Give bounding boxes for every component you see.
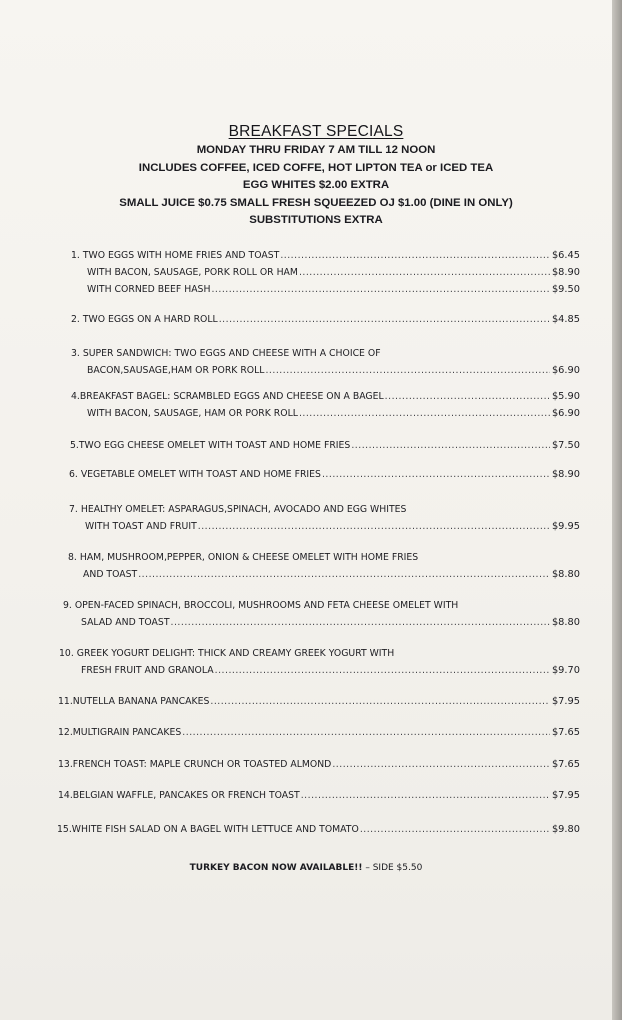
menu-item-price: $8.90 bbox=[551, 469, 580, 480]
menu-item-text: 2. TWO EGGS ON A HARD ROLL bbox=[71, 314, 218, 325]
dot-leader bbox=[351, 437, 550, 454]
dot-leader bbox=[219, 311, 550, 328]
menu-item-line bbox=[55, 437, 580, 454]
dot-leader bbox=[301, 787, 550, 804]
menu-item-text: 3. SUPER SANDWICH: TWO EGGS AND CHEESE WITH A CHOICE OF bbox=[71, 348, 381, 359]
dot-leader bbox=[299, 405, 550, 422]
menu-item-subline bbox=[55, 566, 580, 583]
menu-item-text: 8. HAM, MUSHROOM,PEPPER, ONION & CHEESE OMELET WITH HOME FRIES bbox=[68, 552, 419, 563]
dot-leader bbox=[138, 566, 550, 583]
menu-item-text: 7. HEALTHY OMELET: ASPARAGUS,SPINACH, AVOCADO AND EGG WHITES bbox=[69, 504, 407, 515]
menu-item-line bbox=[55, 724, 580, 741]
header-line-substitutions: SUBSTITUTIONS EXTRA bbox=[249, 214, 383, 226]
menu-item-price: $9.80 bbox=[551, 824, 580, 835]
header-line-hours: MONDAY THRU FRIDAY 7 AM TILL 12 NOON bbox=[196, 144, 436, 156]
dot-leader bbox=[265, 362, 549, 379]
menu-item bbox=[55, 345, 580, 379]
menu-item bbox=[55, 311, 580, 328]
menu-item-text: 11.NUTELLA BANANA PANCAKES bbox=[58, 696, 210, 707]
dot-leader bbox=[198, 518, 550, 535]
menu-item-line bbox=[55, 466, 580, 483]
menu-item bbox=[55, 549, 580, 583]
menu-item bbox=[55, 724, 580, 741]
header-line-egg-whites: EGG WHITES $2.00 EXTRA bbox=[242, 179, 390, 191]
menu-item-subline bbox=[55, 518, 580, 535]
menu-item-line bbox=[55, 388, 580, 405]
menu-item-text: 10. GREEK YOGURT DELIGHT: THICK AND CREAMY GREEK YOGURT WITH bbox=[59, 648, 395, 659]
menu-item-text: 15.WHITE FISH SALAD ON A BAGEL WITH LETTUCE AND TOMATO bbox=[57, 824, 359, 835]
menu-item-price: $9.95 bbox=[551, 521, 580, 532]
menu-title: BREAKFAST SPECIALS bbox=[228, 123, 404, 140]
dot-leader bbox=[210, 693, 550, 710]
menu-item-price: $6.90 bbox=[551, 365, 580, 376]
menu-item-text: AND TOAST bbox=[83, 569, 138, 580]
menu-item-text: FRESH FRUIT AND GRANOLA bbox=[81, 665, 214, 676]
menu-item-line bbox=[55, 311, 580, 328]
menu-item-subline bbox=[55, 662, 580, 679]
menu-item-line bbox=[55, 247, 580, 264]
menu-item bbox=[55, 693, 580, 710]
menu-item-text: SALAD AND TOAST bbox=[81, 617, 170, 628]
menu-item-subline bbox=[55, 281, 580, 298]
menu-item-subline bbox=[55, 264, 580, 281]
menu-item-text: 12.MULTIGRAIN PANCAKES bbox=[58, 727, 182, 738]
menu-item-text: 14.BELGIAN WAFFLE, PANCAKES OR FRENCH TOAST bbox=[58, 790, 300, 801]
menu-item-price: $6.45 bbox=[551, 250, 580, 261]
dot-leader bbox=[211, 281, 550, 298]
menu-header bbox=[100, 122, 532, 230]
menu-item bbox=[55, 388, 580, 422]
menu-item-price: $9.50 bbox=[551, 284, 580, 295]
menu-item-line bbox=[55, 756, 580, 773]
menu-item-text: WITH BACON, SAUSAGE, PORK ROLL OR HAM bbox=[87, 267, 298, 278]
dot-leader bbox=[360, 821, 550, 838]
menu-item-price: $8.80 bbox=[551, 569, 580, 580]
menu-item-line bbox=[55, 787, 580, 804]
menu-item-line bbox=[55, 821, 580, 838]
menu-item-price: $7.95 bbox=[551, 790, 580, 801]
menu-item-line bbox=[55, 549, 580, 566]
dot-leader bbox=[385, 388, 550, 405]
dot-leader bbox=[322, 466, 550, 483]
menu-item-text: WITH TOAST AND FRUIT bbox=[85, 521, 197, 532]
menu-item-subline bbox=[55, 614, 580, 631]
footer-highlight: TURKEY BACON NOW AVAILABLE!! bbox=[189, 863, 363, 873]
menu-item-text: 5.TWO EGG CHEESE OMELET WITH TOAST AND HOME FRIES bbox=[70, 440, 351, 451]
footer-note bbox=[0, 859, 612, 877]
menu-item-text: BACON,SAUSAGE,HAM OR PORK ROLL bbox=[87, 365, 265, 376]
menu-item-text: 13.FRENCH TOAST: MAPLE CRUNCH OR TOASTED ALMOND bbox=[58, 759, 332, 770]
menu-item bbox=[55, 645, 580, 679]
menu-item bbox=[55, 597, 580, 631]
dot-leader bbox=[332, 756, 550, 773]
footer-side-price: – SIDE $5.50 bbox=[362, 863, 423, 873]
menu-item-line bbox=[55, 597, 580, 614]
menu-item-price: $6.90 bbox=[551, 408, 580, 419]
menu-item bbox=[55, 821, 580, 838]
menu-item bbox=[55, 437, 580, 454]
menu-item bbox=[55, 247, 580, 298]
menu-item-price: $8.80 bbox=[551, 617, 580, 628]
menu-item-price: $7.95 bbox=[551, 696, 580, 707]
dot-leader bbox=[182, 724, 550, 741]
menu-item-line bbox=[55, 345, 580, 362]
menu-item-subline bbox=[55, 405, 580, 422]
menu-item-price: $7.50 bbox=[551, 440, 580, 451]
menu-item-line bbox=[55, 645, 580, 662]
menu-item bbox=[55, 756, 580, 773]
menu-item-price: $8.90 bbox=[551, 267, 580, 278]
header-line-drinks: INCLUDES COFFEE, ICED COFFE, HOT LIPTON TEA or ICED TEA bbox=[138, 161, 494, 174]
menu-item-price: $9.70 bbox=[551, 665, 580, 676]
menu-item-price: $7.65 bbox=[551, 727, 580, 738]
menu-item-text: 9. OPEN-FACED SPINACH, BROCCOLI, MUSHROOMS AND FETA CHEESE OMELET WITH bbox=[63, 600, 459, 611]
menu-item-text: WITH BACON, SAUSAGE, HAM OR PORK ROLL bbox=[87, 408, 298, 419]
menu-item-line bbox=[55, 501, 580, 518]
menu-item-subline bbox=[55, 362, 580, 379]
menu-item bbox=[55, 501, 580, 535]
menu-item-text: 1. TWO EGGS WITH HOME FRIES AND TOAST bbox=[71, 250, 280, 261]
menu-item-price: $7.65 bbox=[551, 759, 580, 770]
menu-item-line bbox=[55, 693, 580, 710]
menu-item-price: $5.90 bbox=[551, 391, 580, 402]
menu-item bbox=[55, 787, 580, 804]
menu-item-text: 6. VEGETABLE OMELET WITH TOAST AND HOME FRIES bbox=[69, 469, 321, 480]
menu-item-price: $4.85 bbox=[551, 314, 580, 325]
menu-item-text: WITH CORNED BEEF HASH bbox=[87, 284, 211, 295]
header-line-juice: SMALL JUICE $0.75 SMALL FRESH SQUEEZED OJ $1.00 (DINE IN ONLY) bbox=[119, 196, 513, 209]
menu-item-text: 4.BREAKFAST BAGEL: SCRAMBLED EGGS AND CHEESE ON A BAGEL bbox=[71, 391, 384, 402]
dot-leader bbox=[299, 264, 550, 281]
menu-item bbox=[55, 466, 580, 483]
dot-leader bbox=[171, 614, 550, 631]
dot-leader bbox=[280, 247, 550, 264]
dot-leader bbox=[215, 662, 550, 679]
page-edge-shadow bbox=[612, 0, 622, 1020]
